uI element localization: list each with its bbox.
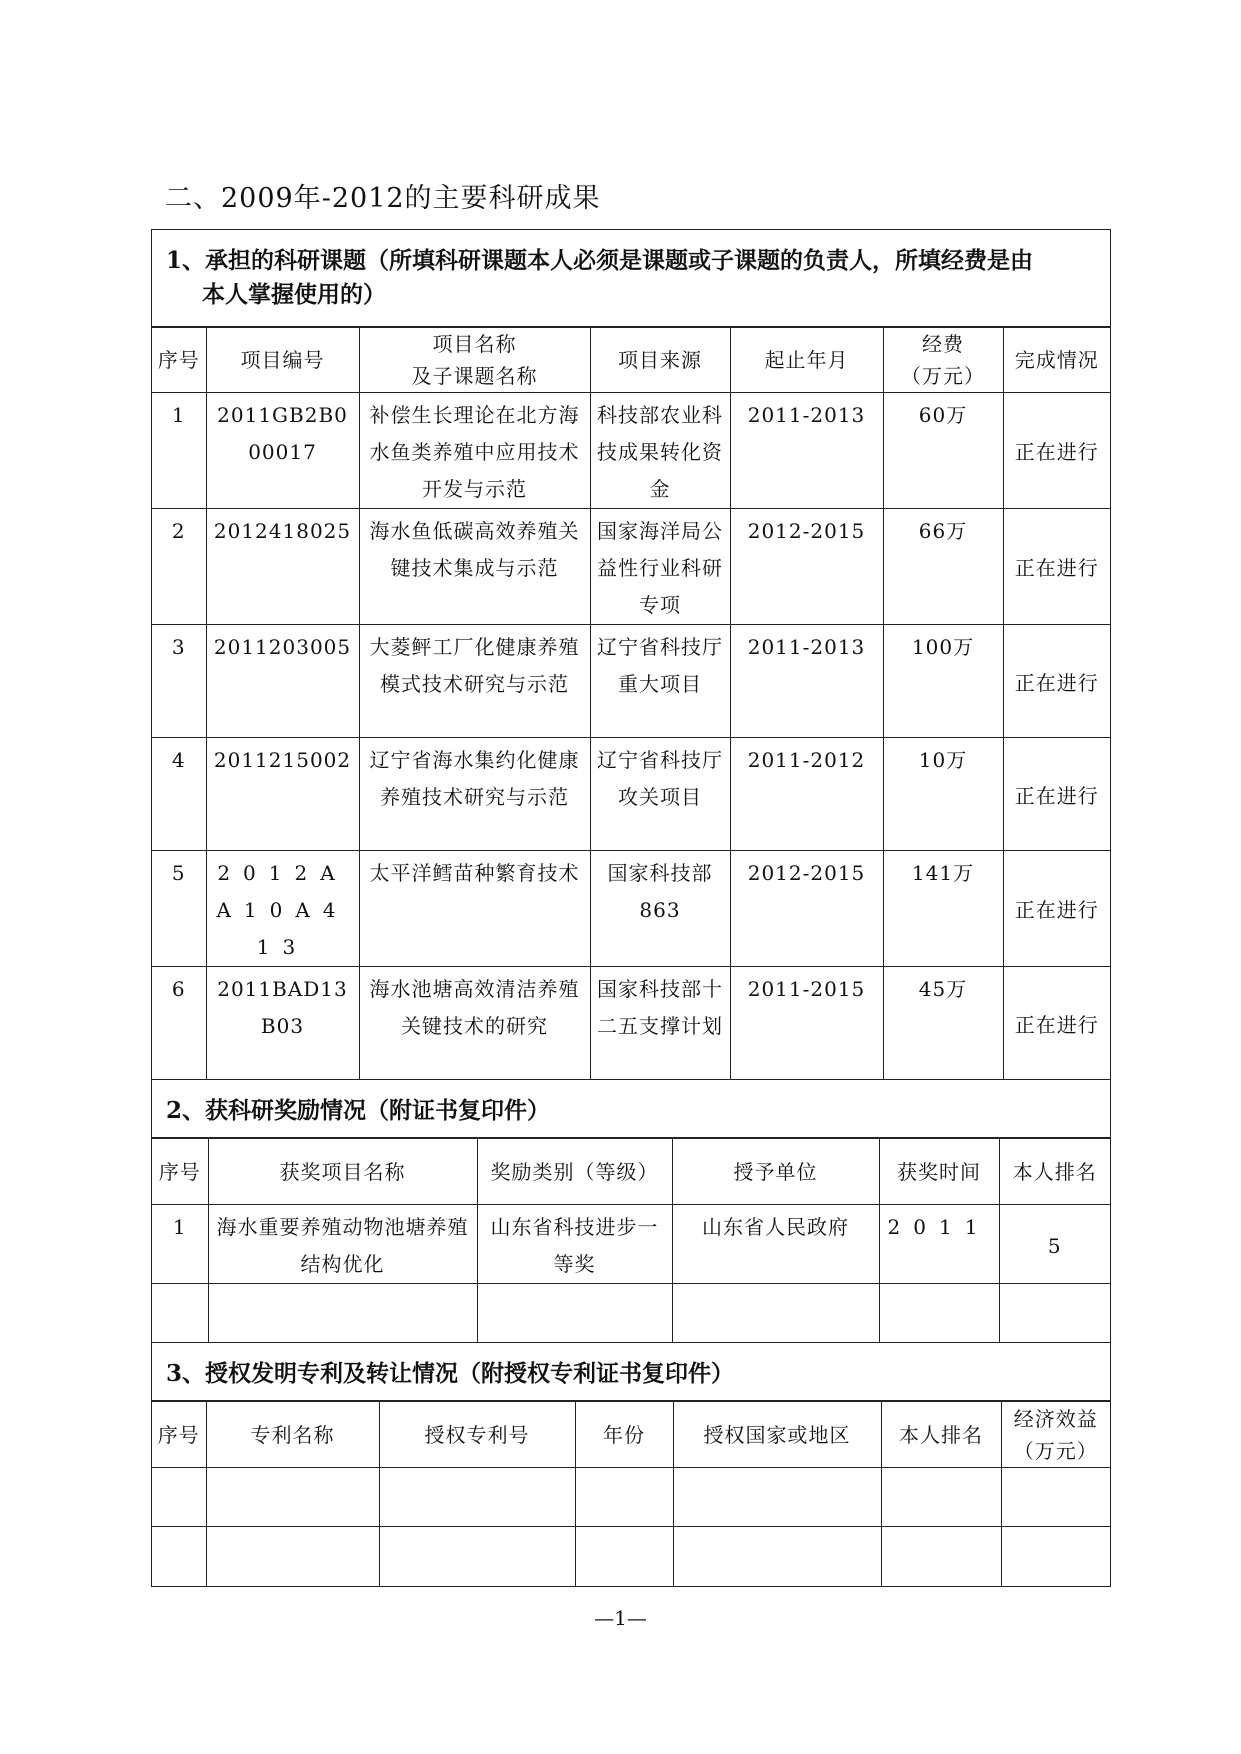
cell-award-category: 山东省科技进步一等奖 xyxy=(477,1205,672,1284)
cell-seq: 4 xyxy=(152,738,206,851)
col-project-name: 项目名称 及子课题名称 xyxy=(359,328,590,393)
col-award-category: 奖励类别（等级） xyxy=(477,1139,672,1205)
cell-seq: 3 xyxy=(152,625,206,738)
col-year: 年份 xyxy=(575,1402,673,1468)
section3-heading: 3、授权发明专利及转让情况（附授权专利证书复印件） xyxy=(152,1343,1110,1401)
cell-funds: 60万 xyxy=(883,393,1003,509)
cell-name: 海水鱼低碳高效养殖关键技术集成与示范 xyxy=(359,509,590,625)
table-row xyxy=(152,738,1110,851)
cell-name: 太平洋鳕苗种繁育技术 xyxy=(359,851,590,967)
col-seq: 序号 xyxy=(152,328,206,393)
cell-seq: 5 xyxy=(152,851,206,967)
col-project-code: 项目编号 xyxy=(206,328,359,393)
research-projects-table xyxy=(152,327,1110,1080)
cell-name: 大菱鲆工厂化健康养殖模式技术研究与示范 xyxy=(359,625,590,738)
col-rank: 本人排名 xyxy=(999,1139,1110,1205)
projects-header-row xyxy=(152,328,1110,393)
section2-heading: 2、获科研奖励情况（附证书复印件） xyxy=(152,1080,1110,1138)
cell-source: 辽宁省科技厅攻关项目 xyxy=(590,738,730,851)
section1-heading-line2: 本人掌握使用的） xyxy=(202,281,386,308)
cell-period: 2011-2013 xyxy=(730,393,883,509)
cell-source: 辽宁省科技厅重大项目 xyxy=(590,625,730,738)
col-patent-number: 授权专利号 xyxy=(379,1402,575,1468)
cell-name: 辽宁省海水集约化健康养殖技术研究与示范 xyxy=(359,738,590,851)
awards-table xyxy=(152,1138,1110,1343)
research-achievements-form xyxy=(151,229,1111,1587)
table-row xyxy=(152,1205,1110,1284)
cell-source: 国家科技部863 xyxy=(590,851,730,967)
col-award-project: 获奖项目名称 xyxy=(208,1139,477,1205)
section1-heading-line1: 1、承担的科研课题（所填科研课题本人必须是课题或子课题的负责人，所填经费是由 xyxy=(166,247,1034,274)
cell-period: 2011-2012 xyxy=(730,738,883,851)
col-funds: 经费 （万元） xyxy=(883,328,1003,393)
col-seq: 序号 xyxy=(152,1402,206,1468)
cell-source: 国家海洋局公益性行业科研专项 xyxy=(590,509,730,625)
table-row-empty xyxy=(152,1284,1110,1343)
cell-status: 正在进行 xyxy=(1003,625,1110,738)
cell-funds: 141万 xyxy=(883,851,1003,967)
cell-code: 2012AA10A413 xyxy=(206,851,359,967)
cell-name: 补偿生长理论在北方海水鱼类养殖中应用技术开发与示范 xyxy=(359,393,590,509)
table-row xyxy=(152,967,1110,1080)
patents-header-row xyxy=(152,1402,1110,1468)
col-rank: 本人排名 xyxy=(881,1402,1001,1468)
cell-award-time: 2011 xyxy=(879,1205,999,1284)
cell-code: 2011215002 xyxy=(206,738,359,851)
cell-status: 正在进行 xyxy=(1003,967,1110,1080)
cell-rank: 5 xyxy=(999,1205,1110,1284)
cell-seq: 1 xyxy=(152,393,206,509)
table-row xyxy=(152,851,1110,967)
cell-code: 2012418025 xyxy=(206,509,359,625)
cell-status: 正在进行 xyxy=(1003,509,1110,625)
awards-header-row xyxy=(152,1139,1110,1205)
page-number: —1— xyxy=(594,1606,647,1630)
table-row-empty xyxy=(152,1527,1110,1586)
cell-funds: 66万 xyxy=(883,509,1003,625)
section1-heading xyxy=(152,230,1110,327)
cell-status: 正在进行 xyxy=(1003,738,1110,851)
table-row-empty xyxy=(152,1468,1110,1527)
cell-period: 2012-2015 xyxy=(730,851,883,967)
cell-seq: 6 xyxy=(152,967,206,1080)
table-row xyxy=(152,509,1110,625)
col-award-time: 获奖时间 xyxy=(879,1139,999,1205)
cell-funds: 100万 xyxy=(883,625,1003,738)
col-economic-benefit: 经济效益 （万元） xyxy=(1001,1402,1110,1468)
patents-table xyxy=(152,1401,1110,1586)
cell-period: 2011-2013 xyxy=(730,625,883,738)
cell-seq: 1 xyxy=(152,1205,208,1284)
col-seq: 序号 xyxy=(152,1139,208,1205)
cell-funds: 45万 xyxy=(883,967,1003,1080)
col-period: 起止年月 xyxy=(730,328,883,393)
cell-name: 海水池塘高效清洁养殖关键技术的研究 xyxy=(359,967,590,1080)
cell-status: 正在进行 xyxy=(1003,851,1110,967)
cell-source: 国家科技部十二五支撑计划 xyxy=(590,967,730,1080)
col-patent-name: 专利名称 xyxy=(206,1402,379,1468)
cell-award-project: 海水重要养殖动物池塘养殖结构优化 xyxy=(208,1205,477,1284)
cell-code: 2011GB2B000017 xyxy=(206,393,359,509)
cell-source: 科技部农业科技成果转化资金 xyxy=(590,393,730,509)
page-title: 二、2009年-2012的主要科研成果 xyxy=(165,183,601,214)
cell-code: 2011BAD13B03 xyxy=(206,967,359,1080)
cell-seq: 2 xyxy=(152,509,206,625)
col-country: 授权国家或地区 xyxy=(673,1402,881,1468)
table-row xyxy=(152,393,1110,509)
cell-grantor: 山东省人民政府 xyxy=(672,1205,879,1284)
cell-status: 正在进行 xyxy=(1003,393,1110,509)
cell-period: 2012-2015 xyxy=(730,509,883,625)
cell-funds: 10万 xyxy=(883,738,1003,851)
cell-period: 2011-2015 xyxy=(730,967,883,1080)
col-status: 完成情况 xyxy=(1003,328,1110,393)
cell-code: 2011203005 xyxy=(206,625,359,738)
col-grantor: 授予单位 xyxy=(672,1139,879,1205)
col-project-source: 项目来源 xyxy=(590,328,730,393)
table-row xyxy=(152,625,1110,738)
